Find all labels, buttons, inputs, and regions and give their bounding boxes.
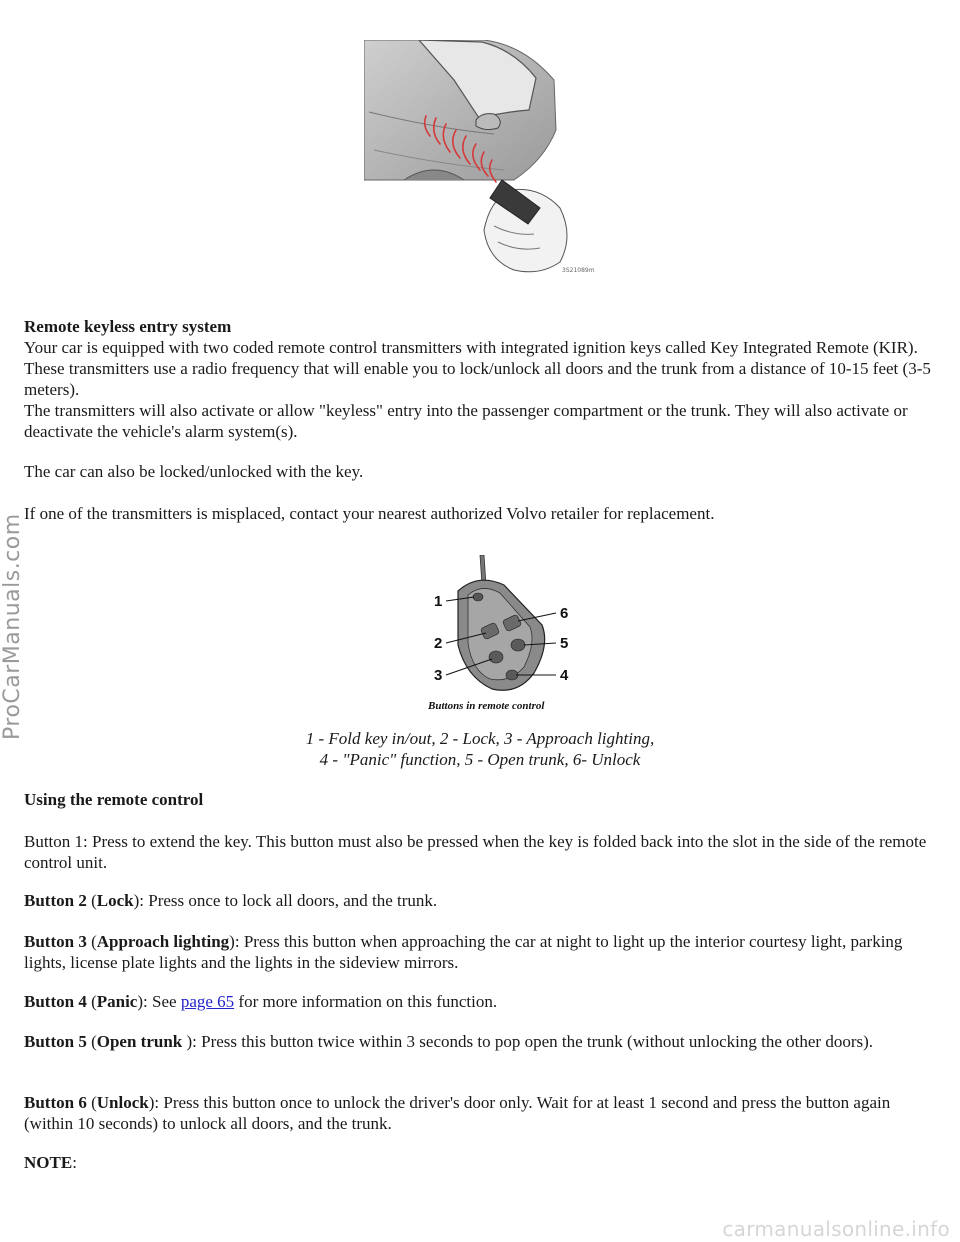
button6-paragraph: Button 6 (Unlock): Press this button once to unlock the driver's door only. Wait for at least 1 second and press the button again (within 10 seconds) to unlock all doors, and the trunk. (24, 1093, 891, 1133)
label-1: 1 (434, 593, 443, 610)
button5-paragraph: Button 5 (Open trunk ): Press this button twice within 3 seconds to pop open the trunk (without unlocking the other doors). (24, 1032, 874, 1051)
button1-paragraph: Button 1: Press to extend the key. This button must also be pressed when the key is folded back into the slot in the side of the remote control unit. (24, 832, 927, 872)
label-3: 3 (434, 667, 443, 684)
key-lock-paragraph: The car can also be locked/unlocked with the key. (24, 462, 364, 481)
button3-paragraph: Button 3 (Approach lighting): Press this button when approaching the car at night to light up the interior courtesy light, parking lights, license plate lights and the lights in the sideview mirrors. (24, 932, 903, 972)
label-5: 5 (560, 635, 569, 652)
page-65-link[interactable]: page 65 (180, 992, 235, 1011)
figure-code: 3S21089m (562, 267, 595, 274)
label-6: 6 (560, 605, 569, 622)
intro-paragraph: Your car is equipped with two coded remote control transmitters with integrated ignition keys called Key Integrated Remote (KIR). These transmitters use a radio frequency that will enable you to lock/unlock all doors and the trunk from a distance of 10-15 feet (3-5 meters). (24, 338, 931, 399)
section-title: Remote keyless entry system (24, 317, 232, 336)
caption-line-2: 4 - "Panic" function, 5 - Open trunk, 6- Unlock (319, 750, 641, 769)
remote-diagram-title: Buttons in remote control (428, 700, 545, 712)
button2-paragraph: Button 2 (Lock): Press once to lock all doors, and the trunk. (24, 891, 438, 910)
keyless-entry-paragraph: The transmitters will also activate or allow "keyless" entry into the passenger compartment or the trunk. They will also activate or deactivate the vehicle's alarm system(s). (24, 401, 908, 441)
caption-line-1: 1 - Fold key in/out, 2 - Lock, 3 - Approach lighting, (305, 729, 655, 748)
label-2: 2 (434, 635, 443, 652)
replacement-paragraph: If one of the transmitters is misplaced, contact your nearest authorized Volvo retailer for replacement. (24, 504, 715, 523)
note-heading: NOTE: (24, 1153, 77, 1172)
watermark-carmanualsonline: carmanualsonline.info (722, 1217, 950, 1241)
watermark-procarmanuals: ProCarManuals.com (0, 513, 25, 740)
button4-paragraph: Button 4 (Panic): See page 65 for more information on this function. (24, 992, 498, 1011)
label-4: 4 (560, 667, 569, 684)
usage-heading: Using the remote control (24, 790, 204, 809)
car-remote-illustration (364, 40, 600, 276)
remote-control-diagram (422, 555, 582, 715)
